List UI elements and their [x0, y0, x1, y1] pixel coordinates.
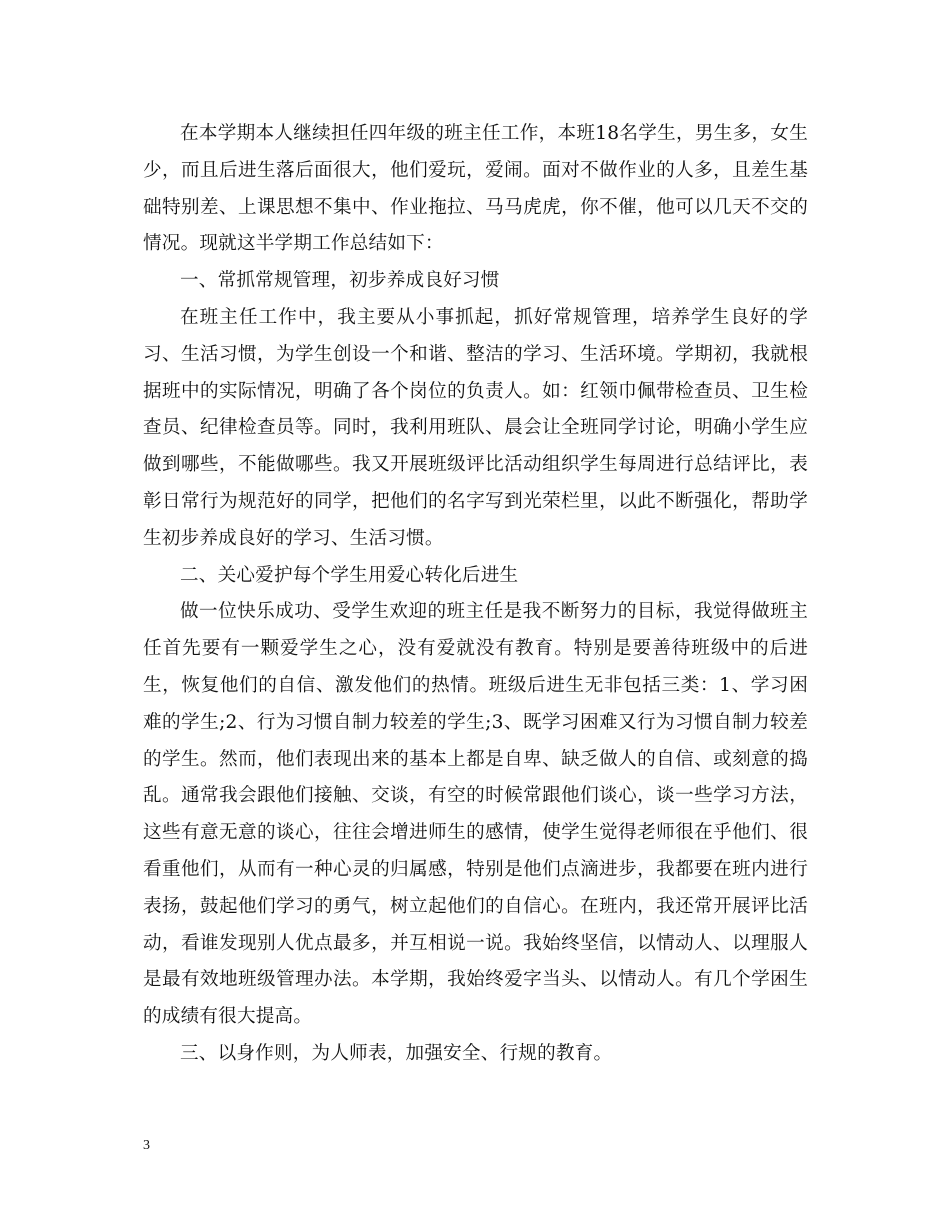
document-body — [143, 116, 808, 1073]
section-heading-1: 一、常抓常规管理，初步养成良好习惯 — [180, 270, 500, 292]
section-heading-2: 二、关心爱护每个学生用爱心转化后进生 — [180, 564, 519, 586]
page-number: 3 — [143, 1138, 150, 1153]
paragraph-section-2: 做一位快乐成功、受学生欢迎的班主任是我不断努力的目标，我觉得做班主任首先要有一颗爱学生之心，没有爱就没有教育。特别是要善待班级中的后进生，恢复他们的自信、激发他们的热情。班级后进生无非包括三类：1、学习困难的学生;2、行为习惯自制力较差的学生;3、既学习困难又行为习惯自制力较差的学生。然而，他们表现出来的基本上都是自卑、缺乏做人的自信、或刻意的捣乱。通常我会跟他们接触、交谈，有空的时候常跟他们谈心，谈一些学习方法，这些有意无意的谈心，往往会增进师生的感情，使学生觉得老师很在乎他们、很看重他们，从而有一种心灵的归属感，特别是他们点滴进步，我都要在班内进行表扬，鼓起他们学习的勇气，树立起他们的自信心。在班内，我还常开展评比活动，看谁发现别人优点最多，并互相说一说。我始终坚信，以情动人、以理服人是最有效地班级管理办法。本学期，我始终爱字当头、以情动人。有几个学困生的成绩有很大提高。 — [143, 601, 808, 1028]
paragraph-section-1: 在班主任工作中，我主要从小事抓起，抓好常规管理，培养学生良好的学习、生活习惯，为学生创设一个和谐、整洁的学习、生活环境。学期初，我就根据班中的实际情况，明确了各个岗位的负责人。如：红领巾佩带检查员、卫生检查员、纪律检查员等。同时，我利用班队、晨会让全班同学讨论，明确小学生应做到哪些，不能做哪些。我又开展班级评比活动组织学生每周进行总结评比，表彰日常行为规范好的同学，把他们的名字写到光荣栏里，以此不断强化，帮助学生初步养成良好的学习、生活习惯。 — [143, 306, 808, 549]
section-heading-3: 三、以身作则，为人师表，加强安全、行规的教育。 — [180, 1042, 613, 1064]
paragraph-intro: 在本学期本人继续担任四年级的班主任工作，本班18名学生，男生多，女生少，而且后进生落后面很大，他们爱玩，爱闹。面对不做作业的人多，且差生基础特别差、上课思想不集中、作业拖拉、马马虎虎，你不催，他可以几天不交的情况。现就这半学期工作总结如下： — [143, 123, 808, 255]
